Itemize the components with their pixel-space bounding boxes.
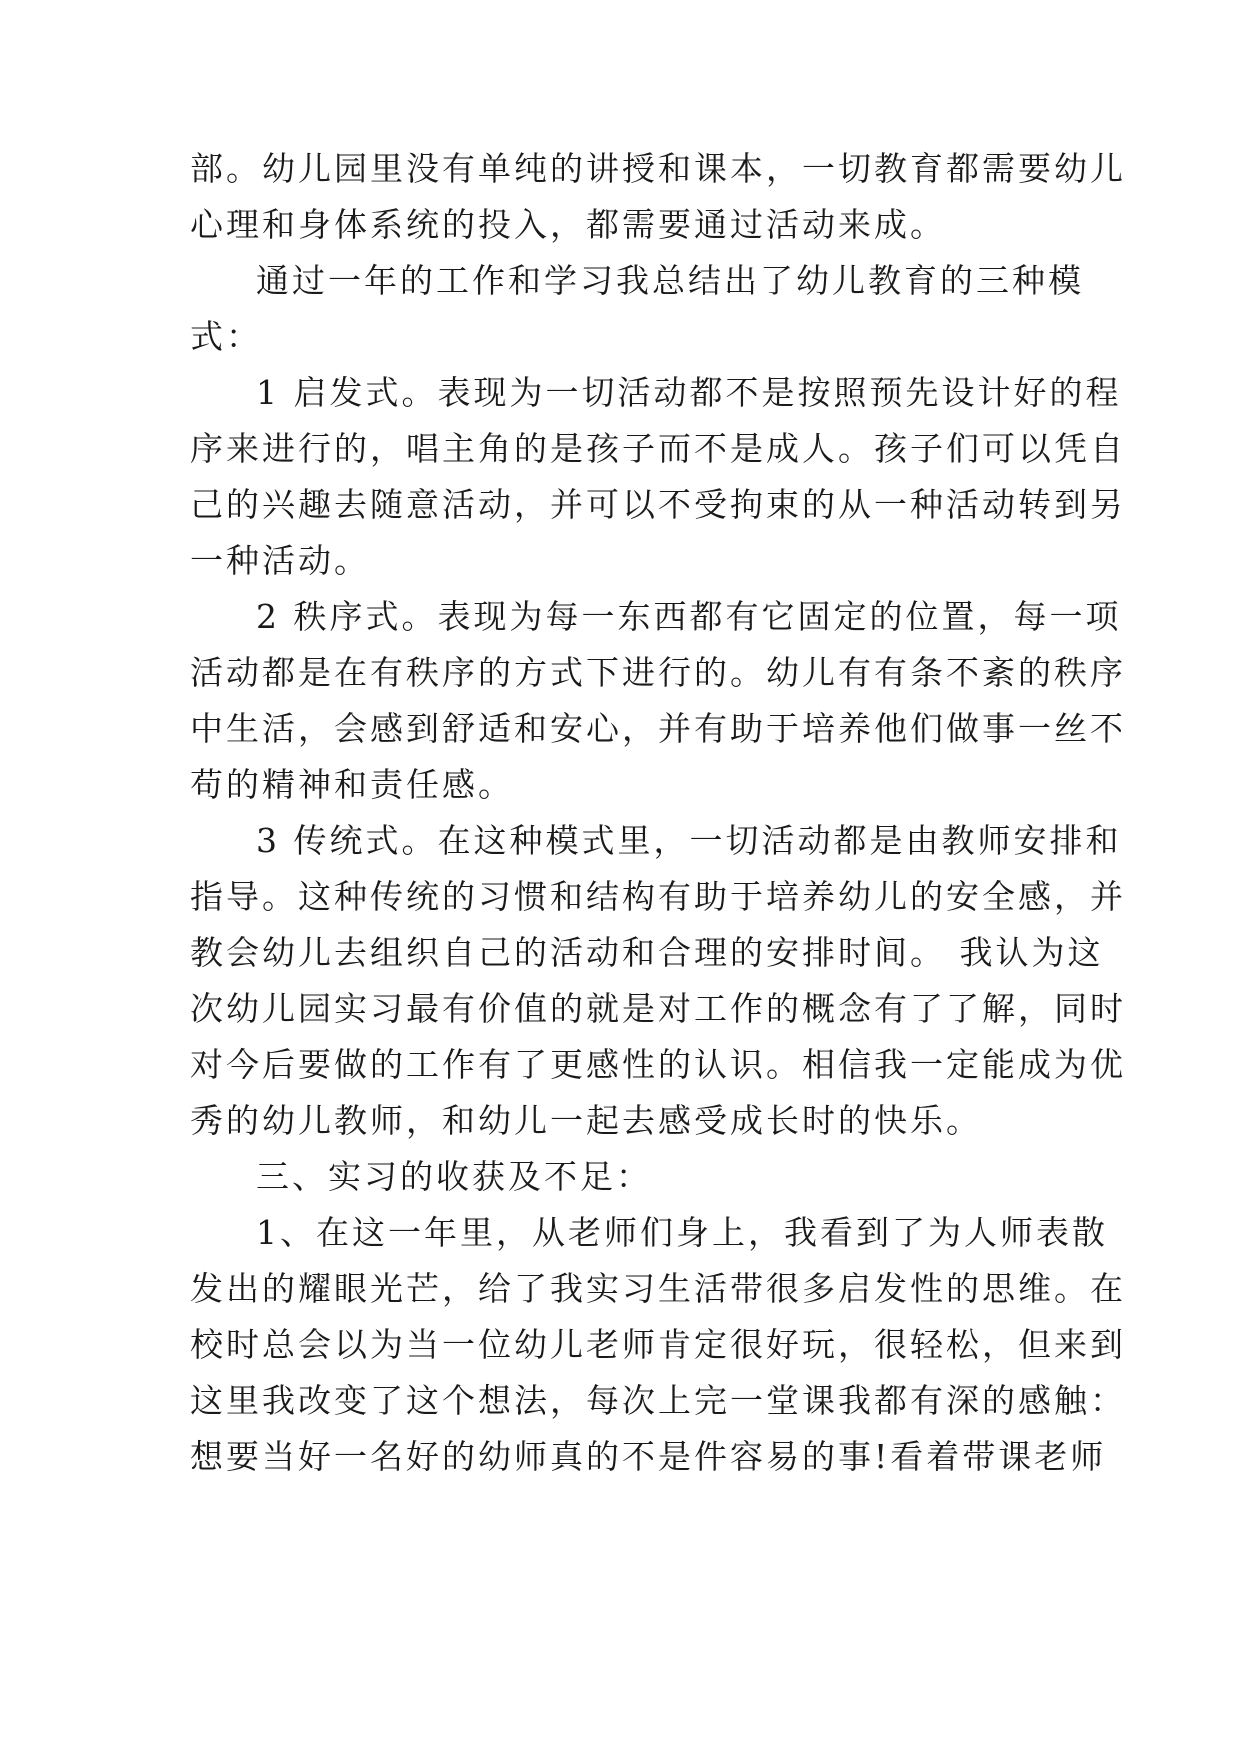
paragraph-line: 发出的耀眼光芒，给了我实习生活带很多启发性的思维。在	[190, 1269, 1126, 1308]
paragraph-line: 次幼儿园实习最有价值的就是对工作的概念有了了解，同时	[190, 989, 1126, 1028]
paragraph-line: 苟的精神和责任感。	[190, 765, 514, 804]
paragraph-line: 教会幼儿去组织自己的活动和合理的安排时间。 我认为这	[190, 933, 1104, 972]
paragraph-line: 1、在这一年里，从老师们身上，我看到了为人师表散	[256, 1213, 1108, 1252]
paragraph-line: 部。幼儿园里没有单纯的讲授和课本，一切教育都需要幼儿	[190, 149, 1126, 188]
paragraph-line: 式：	[190, 317, 262, 356]
paragraph-line: 中生活，会感到舒适和安心，并有助于培养他们做事一丝不	[190, 709, 1126, 748]
section-heading: 三、实习的收获及不足：	[256, 1157, 652, 1196]
paragraph-line: 这里我改变了这个想法，每次上完一堂课我都有深的感触：	[190, 1381, 1126, 1420]
paragraph-line: 指导。这种传统的习惯和结构有助于培养幼儿的安全感，并	[190, 877, 1126, 916]
paragraph-line: 通过一年的工作和学习我总结出了幼儿教育的三种模	[256, 261, 1084, 300]
paragraph-line: 想要当好一名好的幼师真的不是件容易的事!看着带课老师	[190, 1437, 1107, 1476]
paragraph-line: 己的兴趣去随意活动，并可以不受拘束的从一种活动转到另	[190, 485, 1126, 524]
paragraph-line: 一种活动。	[190, 541, 370, 580]
paragraph-line: 秀的幼儿教师，和幼儿一起去感受成长时的快乐。	[190, 1101, 982, 1140]
paragraph-line: 校时总会以为当一位幼儿老师肯定很好玩，很轻松，但来到	[190, 1325, 1126, 1364]
paragraph-line: 对今后要做的工作有了更感性的认识。相信我一定能成为优	[190, 1045, 1126, 1084]
paragraph-line: 心理和身体系统的投入，都需要通过活动来成。	[190, 205, 946, 244]
paragraph-line: 1 启发式。表现为一切活动都不是按照预先设计好的程	[256, 373, 1122, 412]
paragraph-line: 序来进行的，唱主角的是孩子而不是成人。孩子们可以凭自	[190, 429, 1126, 468]
paragraph-line: 3 传统式。在这种模式里，一切活动都是由教师安排和	[256, 821, 1122, 860]
paragraph-line: 2 秩序式。表现为每一东西都有它固定的位置，每一项	[256, 597, 1122, 636]
paragraph-line: 活动都是在有秩序的方式下进行的。幼儿有有条不紊的秩序	[190, 653, 1126, 692]
